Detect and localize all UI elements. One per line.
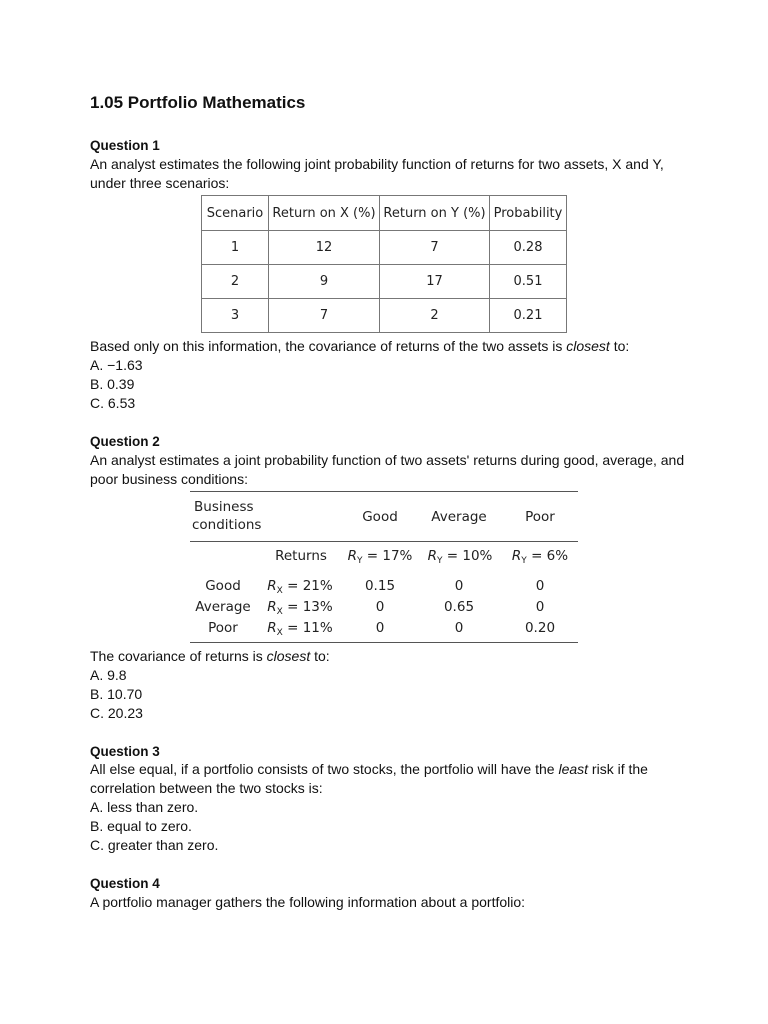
table-cell: 7: [269, 299, 380, 333]
return-value: = 13%: [282, 599, 333, 615]
page-title: 1.05 Portfolio Mathematics: [90, 93, 306, 112]
table-header-cell: Probability: [490, 196, 567, 231]
question-2-option-b: B. 10.70: [90, 686, 143, 702]
return-value: = 11%: [282, 620, 333, 636]
table-header-rule: [190, 541, 578, 542]
table-cell: 9: [269, 265, 380, 299]
table-top-rule: [190, 491, 578, 492]
question-2-option-a: A. 9.8: [90, 667, 127, 683]
question-2-heading: Question 2: [90, 434, 160, 449]
return-sub: Y: [356, 556, 363, 566]
table-cell: 0: [454, 578, 464, 594]
table-cell: 12: [269, 231, 380, 265]
return-value: = 10%: [442, 548, 493, 564]
table-cell: 0.51: [490, 265, 567, 299]
table-row: [202, 299, 567, 333]
question-1-intro: An analyst estimates the following joint probability function of returns for two assets, X and Y, under three scenarios:: [90, 156, 664, 191]
table-row: [202, 231, 567, 265]
row-label-average: Average: [195, 599, 251, 615]
table-cell: 0: [454, 620, 464, 636]
table-header-cell: Return on X (%): [269, 196, 380, 231]
question-3-option-c: C. greater than zero.: [90, 837, 219, 853]
row-label-poor: Poor: [208, 620, 238, 636]
question-1-option-b: B. 0.39: [90, 376, 135, 392]
intro-emphasis: least: [558, 761, 589, 777]
return-value: = 21%: [282, 578, 333, 594]
table-cell: 7: [380, 231, 490, 265]
return-var: R: [427, 548, 437, 564]
table-cell: 0: [375, 620, 385, 636]
rx-average: [264, 599, 336, 617]
row-label-good: Good: [205, 578, 241, 594]
return-value: = 6%: [526, 548, 569, 564]
intro-text: All else equal, if a portfolio consists of two stocks, the portfolio will have the: [90, 761, 559, 777]
question-1-prompt: [90, 337, 690, 356]
table-bottom-rule: [190, 642, 578, 643]
prompt-emphasis: closest: [266, 648, 311, 664]
question-1-option-a: A. −1.63: [90, 357, 143, 373]
table-header-cell: Return on Y (%): [380, 196, 490, 231]
table-cell: 0.15: [364, 578, 396, 594]
question-4-intro: A portfolio manager gathers the following information about a portfolio:: [90, 894, 526, 910]
rx-poor: [264, 620, 336, 638]
column-header-good: Good: [362, 509, 398, 525]
table-header-cell: Scenario: [202, 196, 269, 231]
question-3-option-b: B. equal to zero.: [90, 818, 192, 834]
table-cell: 0.20: [524, 620, 556, 636]
return-var: R: [511, 548, 522, 564]
table-row: [202, 265, 567, 299]
question-2-prompt: [90, 647, 690, 666]
question-3-intro: [90, 760, 660, 798]
return-var: R: [347, 548, 357, 564]
prompt-text: The covariance of returns is: [90, 648, 267, 664]
intro-text: risk if the correlation between the two stocks is:: [90, 761, 648, 796]
return-var: R: [267, 620, 277, 636]
returns-label: Returns: [275, 548, 327, 564]
question-2-option-c: C. 20.23: [90, 705, 143, 721]
return-sub: X: [276, 628, 283, 638]
table-cell: 17: [380, 265, 490, 299]
question-1-option-c: C. 6.53: [90, 395, 136, 411]
return-var: R: [267, 599, 277, 615]
return-sub: X: [276, 607, 283, 617]
table-cell: 2: [380, 299, 490, 333]
prompt-emphasis: closest: [566, 338, 610, 354]
return-sub: X: [276, 586, 283, 596]
table-cell: 0: [535, 578, 545, 594]
corner-label: conditions: [192, 517, 262, 533]
column-header-average: Average: [431, 509, 487, 525]
table-cell: 0.65: [443, 599, 475, 615]
q1-probability-table: [201, 195, 567, 333]
return-var: R: [267, 578, 277, 594]
table-header-row: [202, 196, 567, 231]
table-cell: 3: [202, 299, 269, 333]
question-2-intro: An analyst estimates a joint probability function of two assets' returns during good, average, and poor business conditions:: [90, 452, 685, 487]
table-cell: 0.28: [490, 231, 567, 265]
question-4-heading: Question 4: [90, 876, 160, 891]
question-3-heading: Question 3: [90, 744, 160, 759]
table-cell: 0: [535, 599, 545, 615]
return-sub: Y: [521, 556, 527, 566]
question-3-option-a: A. less than zero.: [90, 799, 199, 815]
return-sub: Y: [436, 556, 443, 566]
column-header-poor: Poor: [525, 509, 555, 525]
q2-joint-probability-table: [190, 491, 578, 643]
prompt-text: to:: [310, 648, 330, 664]
prompt-text: Based only on this information, the covariance of returns of the two assets is: [90, 338, 567, 354]
table-cell: 0.21: [490, 299, 567, 333]
corner-label: Business: [194, 499, 254, 515]
ry-average: [424, 548, 496, 566]
prompt-text: to:: [609, 338, 630, 354]
table-cell: 2: [202, 265, 269, 299]
question-1-heading: Question 1: [90, 138, 160, 153]
table-cell: 0: [375, 599, 385, 615]
ry-good: [344, 548, 416, 566]
return-value: = 17%: [362, 548, 413, 564]
rx-good: [264, 578, 336, 596]
ry-poor: [504, 548, 576, 566]
table-cell: 1: [202, 231, 269, 265]
